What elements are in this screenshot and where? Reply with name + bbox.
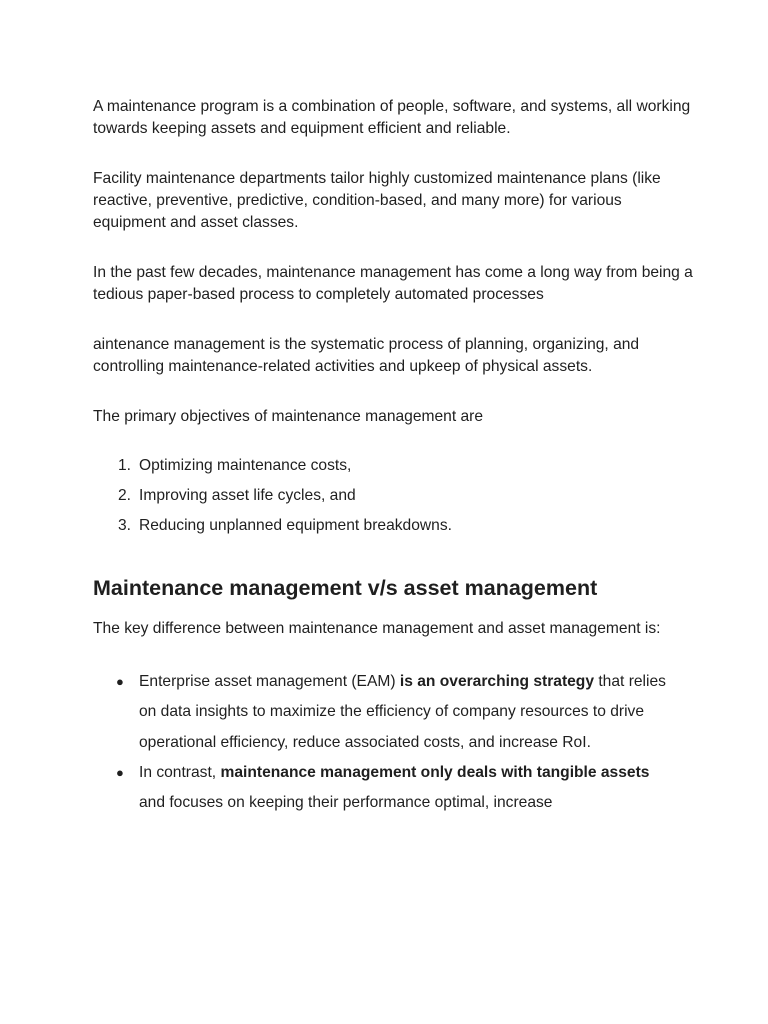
list-item — [93, 455, 693, 485]
list-number: 3. — [117, 517, 131, 534]
list-item — [93, 758, 693, 819]
paragraph-past-decades: In the past few decades, maintenance management has come a long way from being a tedious paper-based process to completely automated processes — [93, 264, 693, 303]
section-heading: Maintenance management v/s asset management — [93, 576, 598, 600]
paragraph-objectives-intro: The primary objectives of maintenance management are — [93, 408, 484, 425]
list-item-text: Reducing unplanned equipment breakdowns. — [139, 517, 452, 534]
paragraph-facility-departments: Facility maintenance departments tailor highly customized maintenance plans (like reactive, preventive, predictive, condition-based, and many more) for various equipment and asset classes. — [93, 170, 661, 231]
paragraph-definition: aintenance management is the systematic process of planning, organizing, and controlling maintenance-related activities and upkeep of physical assets. — [93, 336, 640, 375]
list-item-text — [139, 758, 693, 819]
bold-text-run: is an overarching strategy — [399, 673, 595, 690]
list-number: 1. — [117, 457, 131, 474]
bullet-icon: ● — [116, 674, 124, 689]
objectives-list — [93, 455, 693, 545]
list-item-text — [139, 667, 693, 758]
list-item — [93, 515, 693, 545]
list-item-text: Optimizing maintenance costs, — [139, 457, 352, 474]
list-item-text: Improving asset life cycles, and — [139, 487, 356, 504]
text-run: and focuses on keeping their performance optimal, increase — [139, 794, 553, 812]
list-number: 2. — [117, 487, 131, 504]
differences-list — [93, 667, 693, 818]
list-item — [93, 667, 693, 758]
bullet-icon: ● — [116, 764, 124, 780]
text-run: that relies on data insights to maximize the efficiency of company resources to drive operational efficiency, reduce associated costs, and increase RoI. — [139, 673, 666, 751]
list-item — [93, 485, 693, 515]
paragraph-maintenance-program: A maintenance program is a combination of people, software, and systems, all working towards keeping assets and equipment efficient and reliable. — [93, 98, 691, 137]
bold-text-run: maintenance management only deals with tangible assets — [220, 763, 650, 781]
paragraph-key-difference: The key difference between maintenance management and asset management is: — [93, 620, 661, 637]
document-page — [93, 96, 693, 818]
text-run: Enterprise asset management (EAM) — [139, 673, 400, 690]
text-run: In contrast, — [139, 763, 221, 781]
